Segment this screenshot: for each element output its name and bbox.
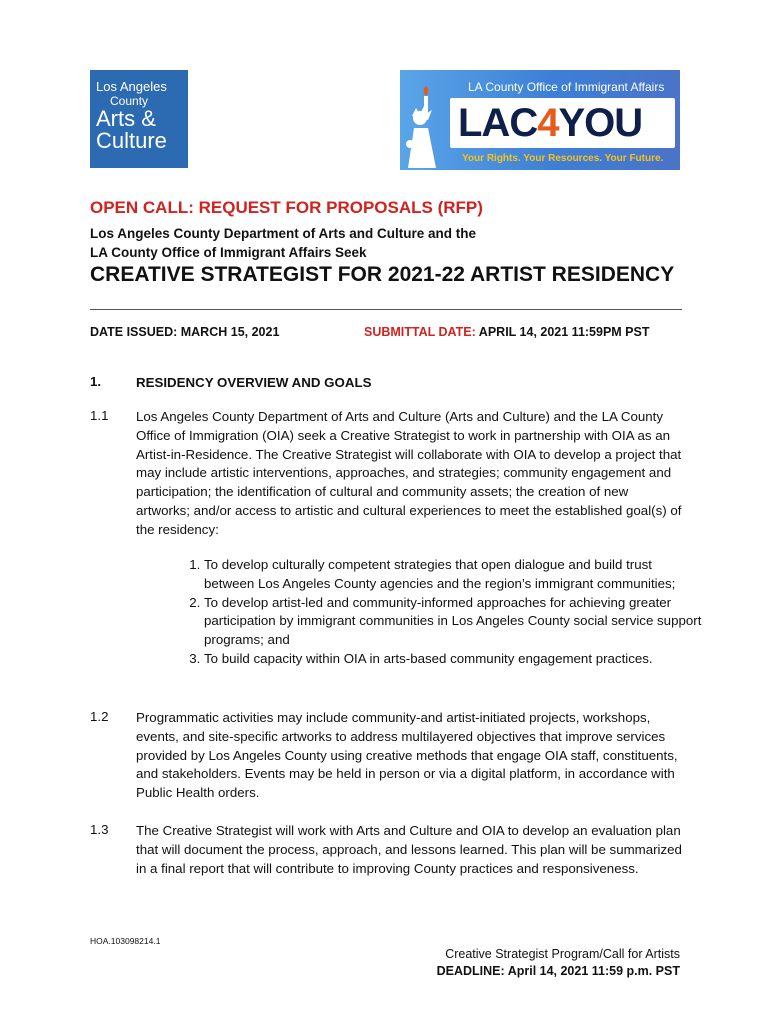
list-item: 2. To develop artist-led and community-informed approaches for achieving greater participation by immigrant communities in Los Angeles County social service support programs; and	[204, 594, 704, 650]
arts-and-culture-logo: Los Angeles County Arts & Culture	[90, 70, 188, 168]
paragraph-number: 1.2	[90, 709, 109, 724]
footer-program: Creative Strategist Program/Call for Artists	[445, 947, 680, 961]
submittal-date: SUBMITTAL DATE: APRIL 14, 2021 11:59PM PST	[364, 325, 650, 339]
page-title: CREATIVE STRATEGIST FOR 2021-22 ARTIST RESIDENCY	[90, 263, 675, 286]
divider	[90, 309, 682, 310]
section-number: 1.	[90, 374, 102, 389]
oia-brand-wordmark: LAC4YOU	[458, 101, 643, 145]
document-id: HOA.103098214.1	[90, 936, 161, 946]
list-item: 1. To develop culturally competent strategies that open dialogue and build trust between Los Angeles County agencies and the region’s immigrant communities;	[204, 556, 704, 594]
paragraph-1-1: Los Angeles County Department of Arts and Culture (Arts and Culture) and the LA County Office of Immigration (OIA) seek a Creative Strategist to work in partnership with OIA as an Artist-in-Residence. The Creative Strategist will collaborate with OIA to develop a project that may include artistic interventions, approaches, and strategies; community engagement and participation; the identification of cultural and community assets; the creation of new artworks; and/or access to artistic and cultural experiences to meet the established goal(s) of the residency:	[136, 409, 682, 537]
oia-lac4you-logo	[400, 70, 680, 170]
paragraph-1-2: Programmatic activities may include community-and artist-initiated projects, workshops, events, and site-specific artworks to address multilayered objectives that improve services provided by Los Angeles County using creative methods that engage OIA staff, constituents, and stakeholders. Events may be held in person or via a digital platform, in accordance with Public Health orders.	[136, 710, 678, 801]
statue-of-liberty-icon	[404, 84, 444, 168]
paragraph-number: 1.1	[90, 408, 109, 423]
subheading: Los Angeles County Department of Arts and Culture and the LA County Office of Immigrant Affairs Seek	[90, 226, 477, 260]
date-issued: DATE ISSUED: MARCH 15, 2021	[90, 325, 280, 339]
oia-tagline: Your Rights. Your Resources. Your Future.	[462, 153, 664, 164]
list-item: 3. To build capacity within OIA in arts-based community engagement practices.	[204, 650, 704, 669]
goals-list	[180, 556, 704, 669]
section-title: RESIDENCY OVERVIEW AND GOALS	[136, 375, 372, 390]
paragraph-1-3: The Creative Strategist will work with Arts and Culture and OIA to develop an evaluation plan that will document the process, approach, and lessons learned. This plan will be summarized in a final report that will contribute to improving County practices and responsiveness.	[136, 823, 682, 876]
footer-deadline: DEADLINE: April 14, 2021 11:59 p.m. PST	[436, 964, 680, 978]
open-call-heading: OPEN CALL: REQUEST FOR PROPOSALS (RFP)	[90, 198, 483, 217]
oia-logo-title: LA County Office of Immigrant Affairs	[468, 80, 665, 94]
paragraph-number: 1.3	[90, 822, 109, 837]
